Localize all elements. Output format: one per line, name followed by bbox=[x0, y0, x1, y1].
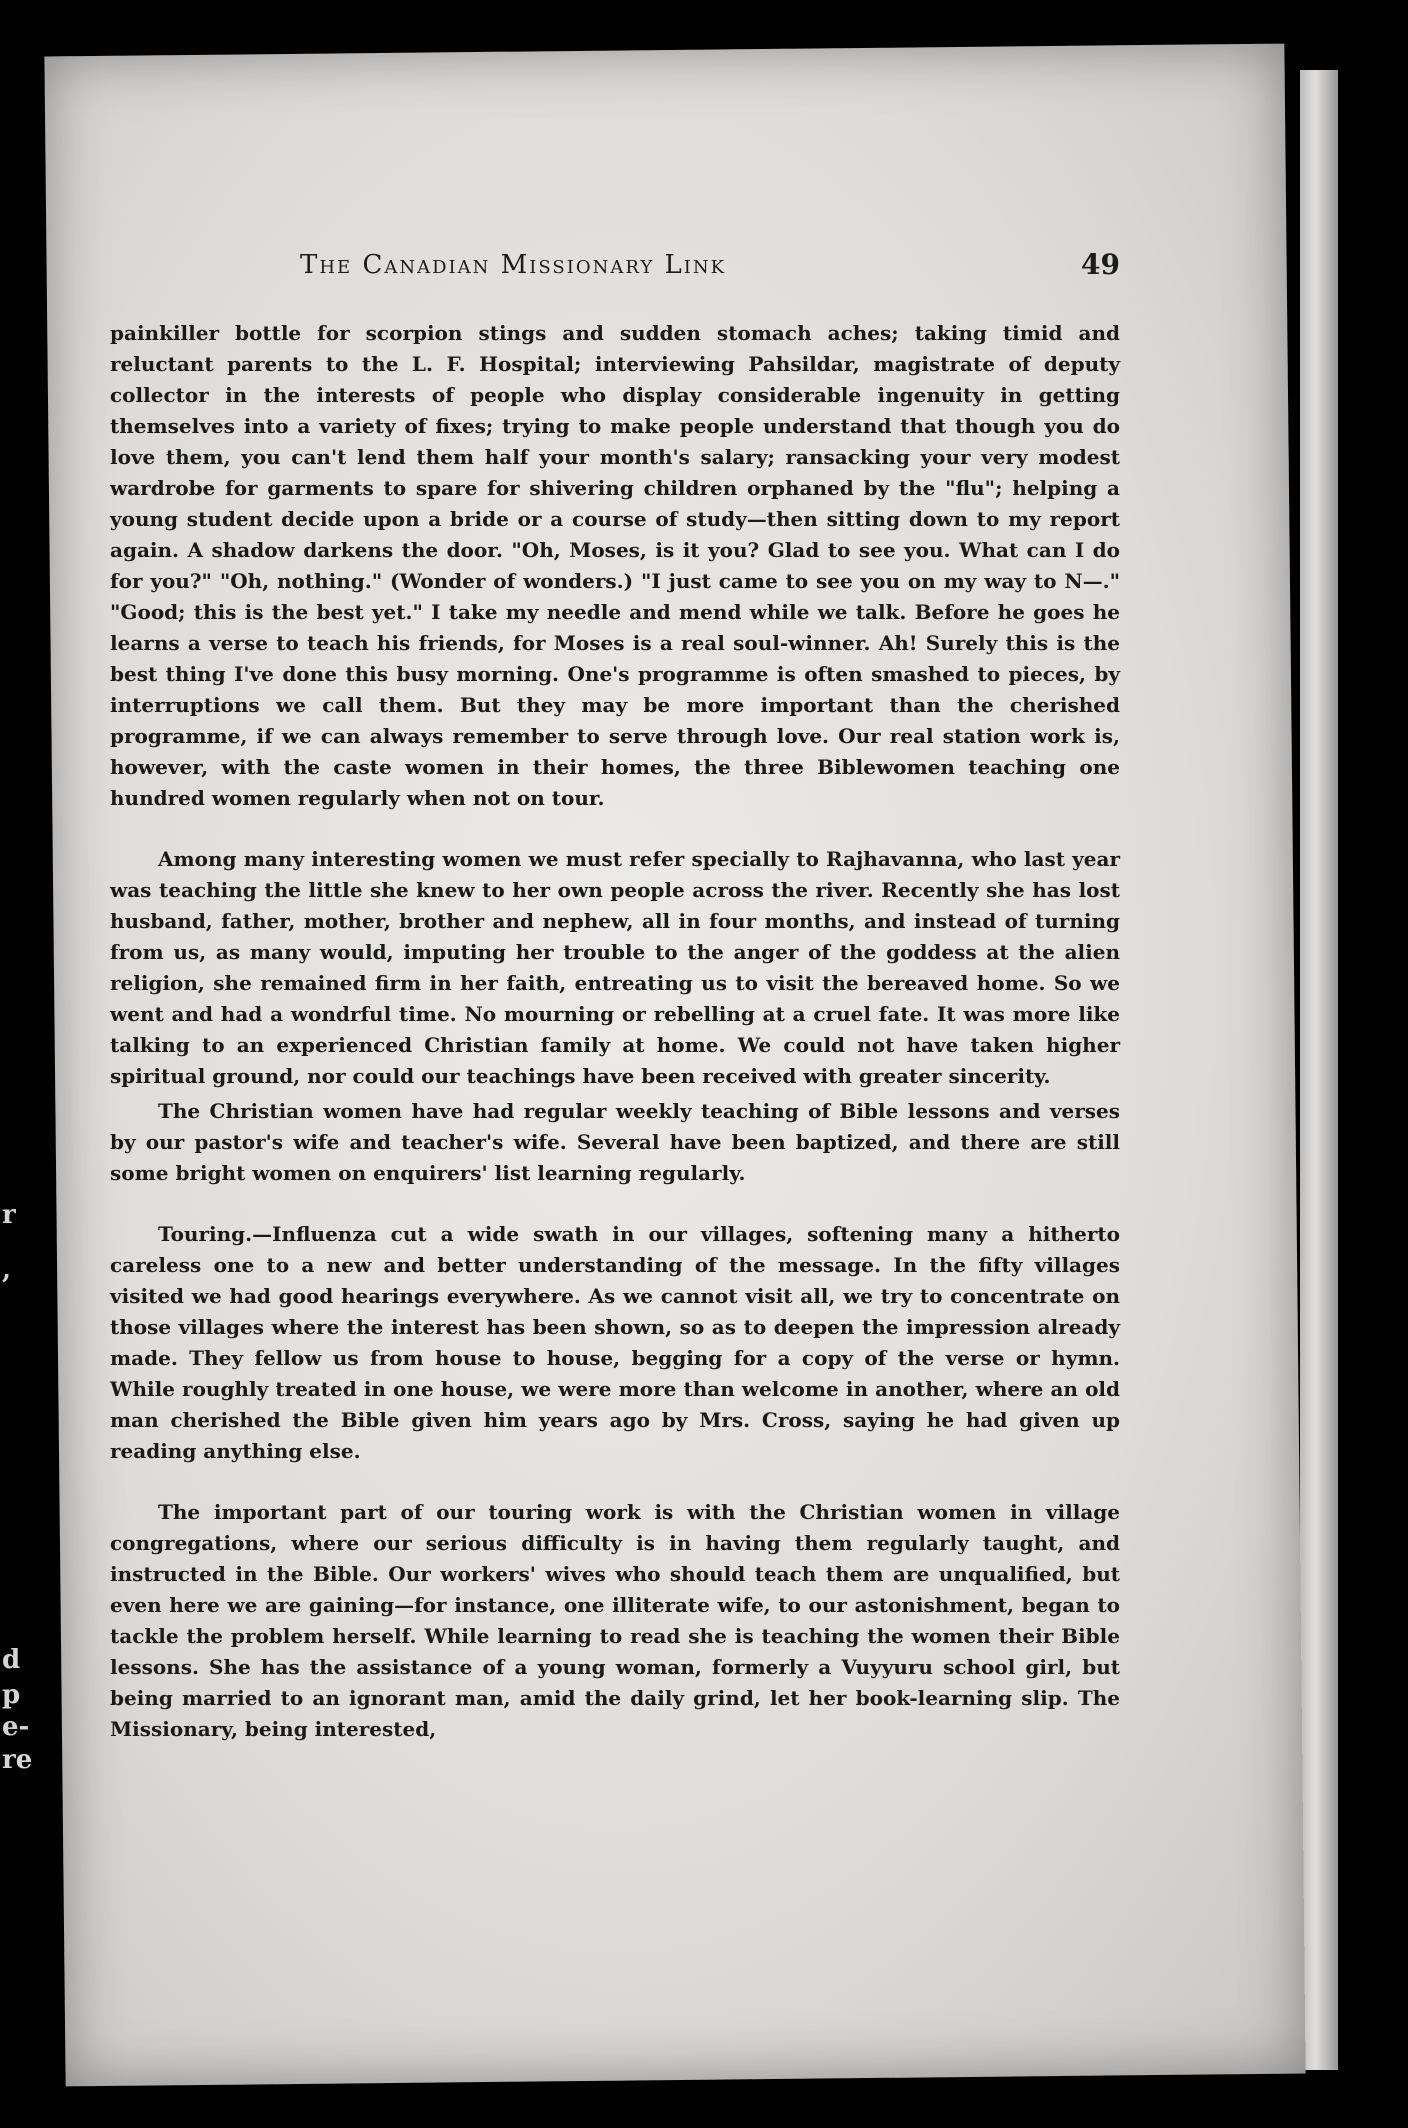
margin-fragment: e- bbox=[2, 1712, 30, 1742]
paragraph: painkiller bottle for scorpion stings and sudden stomach aches; taking timid and reluctant parents to the L. F. Hospital; interviewing Pahsildar, magistrate of deputy collector in the interests of people who display considerable ingenuity in getting themselves into a variety of fixes; trying to make people understand that though you do love them, you can't lend them half your month's salary; ransacking your very modest wardrobe for garments to spare for shivering children orphaned by the "flu"; helping a young student decide upon a bride or a course of study—then sitting down to my report again. A shadow darkens the door. "Oh, Moses, is it you? Glad to see you. What can I do for you?" "Oh, nothing." (Wonder of wonders.) "I just came to see you on my way to N—." "Good; this is the best yet." I take my needle and mend while we talk. Before he goes he learns a verse to teach his friends, for Moses is a real soul-winner. Ah! Surely this is the best thing I've done this busy morning. One's programme is often smashed to pieces, by interruptions we call them. But they may be more important than the cherished programme, if we can always remember to serve through love. Our real station work is, however, with the caste women in their homes, the three Biblewomen teaching one hundred women regularly when not on tour. bbox=[110, 321, 1120, 810]
paragraph: The important part of our touring work is with the Christian women in village congregations, where our serious difficulty is in having them regularly taught, and instructed in the Bible. Our workers' wives who should teach them are unqualified, but even here we are gaining—for instance, one illiterate wife, to our astonishment, began to tackle the problem herself. While learning to read she is teaching the women their Bible lessons. She has the assistance of a young woman, formerly a Vuyyuru school girl, but being married to an ignorant man, amid the daily grind, let her book-learning slip. The Missionary, being interested, bbox=[110, 1500, 1120, 1741]
paragraph: The Christian women have had regular weekly teaching of Bible lessons and verses by our pastor's wife and teacher's wife. Several have been baptized, and there are still some bright women on enquirers' list learning regularly. bbox=[110, 1099, 1120, 1185]
body-text bbox=[110, 318, 1120, 1878]
margin-fragment: r bbox=[2, 1200, 16, 1230]
margin-fragment: p bbox=[2, 1680, 21, 1710]
paragraph: Touring.—Influenza cut a wide swath in our villages, softening many a hitherto careless one to a new and better understanding of the message. In the fifty villages visited we had good hearings everywhere. As we cannot visit all, we try to concentrate on those villages where the interest has been shown, so as to deepen the impression already made. They fellow us from house to house, begging for a copy of the verse or hymn. While roughly treated in one house, we were more than welcome in another, where an old man cherished the Bible given him years ago by Mrs. Cross, saying he had given up reading anything else. bbox=[110, 1222, 1120, 1463]
running-title: The Canadian Missionary Link bbox=[300, 250, 727, 280]
page-edge bbox=[1300, 70, 1338, 2070]
adjacent-page-fragment bbox=[0, 1200, 33, 1900]
margin-fragment: , bbox=[2, 1255, 12, 1285]
paragraph: Among many interesting women we must refer specially to Rajhavanna, who last year was teaching the little she knew to her own people across the river. Recently she has lost husband, father, mother, brother and nephew, all in four months, and instead of turning from us, as many would, imputing her trouble to the anger of the goddess at the alien religion, she remained firm in her faith, entreating us to visit the bereaved home. So we went and had a wondrful time. No mourning or rebelling at a cruel fate. It was more like talking to an experienced Christian family at home. We could not have taken higher spiritual ground, nor could our teachings have been received with greater sincerity. bbox=[110, 847, 1120, 1088]
margin-fragment: d bbox=[2, 1645, 21, 1675]
margin-fragment: re bbox=[2, 1745, 33, 1775]
page-number: 49 bbox=[1081, 248, 1120, 281]
page-header bbox=[300, 250, 1120, 290]
